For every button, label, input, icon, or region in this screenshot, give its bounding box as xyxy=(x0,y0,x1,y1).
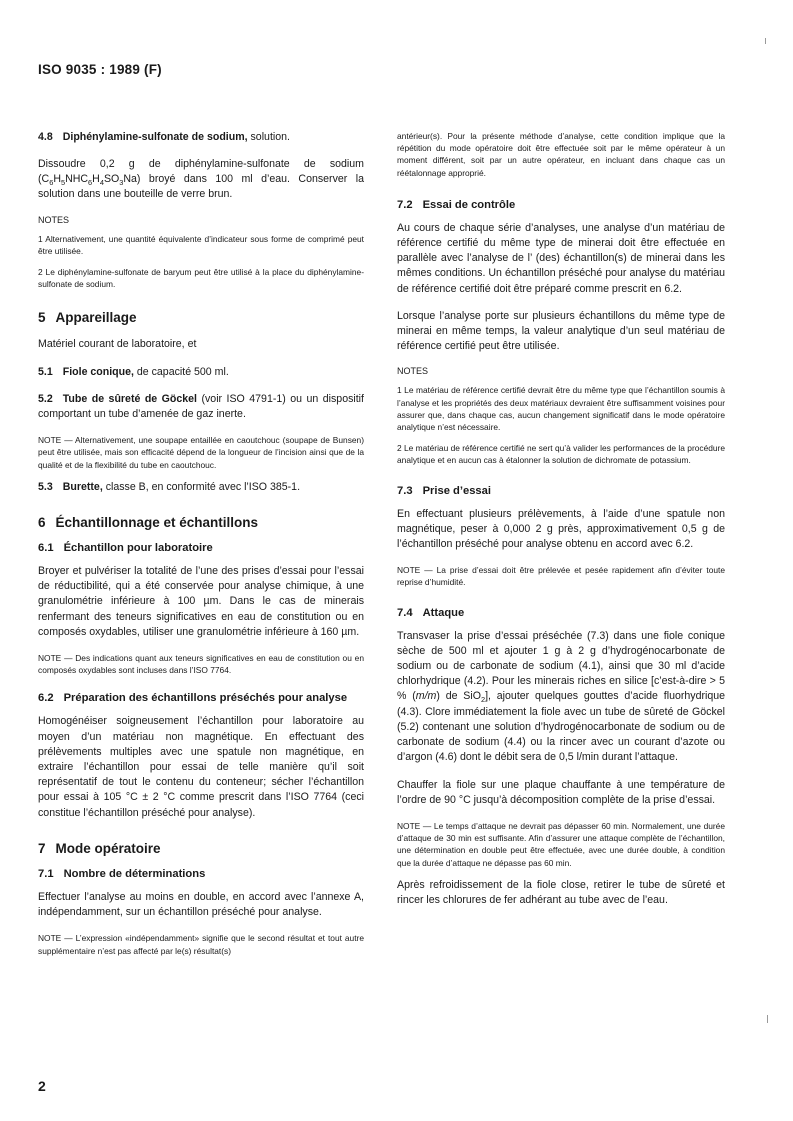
subscript: 4 xyxy=(99,178,104,188)
note-2: 2 Le diphénylamine-sulfonate de baryum peut être utilisé à la place du diphénylamine-sulfonate de sodium. xyxy=(38,267,364,290)
clause-title: Tube de sûreté de Göckel xyxy=(62,392,197,405)
clause-4-8-heading xyxy=(38,130,364,145)
clause-number: 7.3 xyxy=(397,484,413,497)
left-column xyxy=(38,130,364,966)
clause-7-1-note: NOTE — L’expression «indépendamment» signifie que le second résultat et tout autre supplémentaire n’est pas affecté par le(s) résultat(s) xyxy=(38,933,364,956)
clause-title: Diphénylamine-sulfonate de sodium, xyxy=(62,131,248,143)
clause-6-1-heading xyxy=(38,542,364,554)
right-column xyxy=(397,130,725,920)
subscript: 2 xyxy=(480,695,486,705)
clause-title: Échantillon pour laboratoire xyxy=(63,542,213,555)
clause-number: 6.2 xyxy=(38,692,54,705)
body-text: broyé dans 100 ml d’eau. Conserver la solution dans une bouteille de verre brun. xyxy=(38,173,364,201)
section-number: 6 xyxy=(38,515,46,531)
clause-title: Préparation des échantillons préséchés pour analyse xyxy=(63,692,348,705)
section-title: Échantillonnage et échantillons xyxy=(55,515,259,531)
clause-number: 6.1 xyxy=(38,542,54,555)
italic-text: m/m xyxy=(415,690,437,703)
clause-7-4-para-2: Chauffer la fiole sur une plaque chauffante à une température de l’ordre de 90 °C jusqu’à décomposition complète de la prise d’essai. xyxy=(397,778,725,806)
clause-title: Nombre de déterminations xyxy=(63,867,206,880)
body-text: ], ajouter quelques gouttes d’acide fluorhydrique (4.3). Clore immédiatement la fiole avec un tube de sûreté de Göckel (5.2) contenant une solution d’hydrogénocarbonate de sodium ou de carbonate de sodium (4.4) ou la rincer avec un courant d’azote ou d’argon (4.6) dont le débit sera de 0,5 l/min durant l’attaque. xyxy=(397,690,726,764)
document-header: ISO 9035 : 1989 (F) xyxy=(38,62,162,77)
section-number: 5 xyxy=(38,310,46,326)
section-5-heading xyxy=(38,310,364,325)
clause-7-4-para-3: Après refroidissement de la fiole close, retirer le tube de sûreté et rincer les chlorures de fer adhérant au tube avec de l’eau. xyxy=(397,878,725,906)
clause-7-3-note: NOTE — La prise d’essai doit être prélevée et pesée rapidement afin d’éviter toute reprise d’humidité. xyxy=(397,565,725,588)
clause-number: 7.1 xyxy=(38,867,54,880)
clause-title: Attaque xyxy=(422,606,465,619)
clause-5-1 xyxy=(38,365,364,380)
body-text: (voir ISO 4791-1) ou un dispositif comportant un tube d’amenée de gaz inerte. xyxy=(38,392,364,421)
clause-number: 4.8 xyxy=(38,131,53,143)
clause-number: 7.4 xyxy=(397,606,413,619)
section-6-heading xyxy=(38,515,364,530)
body-text: H xyxy=(53,173,61,186)
clause-7-4-heading xyxy=(397,607,725,619)
clause-7-3-heading xyxy=(397,485,725,497)
note-1: 1 Alternativement, une quantité équivalente d’indicateur sous forme de comprimé peut être utilisée. xyxy=(38,233,364,256)
clause-title: Burette, xyxy=(62,480,103,493)
body-text: Na) xyxy=(123,173,141,186)
clause-7-1-heading xyxy=(38,868,364,880)
clause-7-2-para-2: Lorsque l’analyse porte sur plusieurs échantillons du même type de minerai en même temps, la valeur analytique d’un seul matériau de référence certifié peut être utilisée. xyxy=(397,309,725,353)
note-2: 2 Le matériau de référence certifié ne sert qu’à valider les performances de la procédure analytique et en aucun cas à étalonner la solution de dichromate de potassium. xyxy=(397,443,725,466)
clause-title: Fiole conique, xyxy=(62,365,134,378)
section-number: 7 xyxy=(38,840,46,856)
body-text: H xyxy=(92,173,100,186)
clause-title-rest: solution. xyxy=(247,131,290,143)
body-text: ) de SiO xyxy=(436,690,481,703)
body-text: de capacité 500 ml. xyxy=(133,365,229,378)
note-continuation: antérieur(s). Pour la présente méthode d’analyse, cette condition implique que la répétition du mode opératoire doit être effectuée soit par le même opérateur à un moment différent, soit par un autre opérateur, en incluant dans chaque cas un réétalonnage approprié. xyxy=(397,131,725,178)
body-text: Dissoudre 0,2 g de diphénylamine-sulfonate de sodium (C xyxy=(38,158,364,186)
scan-mark xyxy=(767,1015,768,1023)
section-title: Mode opératoire xyxy=(55,840,161,856)
body-text: classe B, en conformité avec l’ISO 385-1. xyxy=(102,480,301,493)
body-text: SO xyxy=(103,173,120,186)
clause-7-2-para-1: Au cours de chaque série d’analyses, une analyse d’un matériau de référence certifié du même type de minerai doit être effectuée en parallèle avec l’analyse de l’ (des) échantillon(s) de minerai dans les mêmes conditions. Un échantillon préséché pour analyse du matériau de référence certifié doit être préparé comme prescrit en 6.2. xyxy=(397,221,725,295)
notes-label: NOTES xyxy=(38,214,70,225)
notes-label: NOTES xyxy=(397,366,429,377)
clause-number: 5.3 xyxy=(38,480,53,493)
section-title: Appareillage xyxy=(55,310,137,326)
clause-5-2-note: NOTE — Alternativement, une soupape entaillée en caoutchouc (soupape de Bunsen) peut être utilisée, mais son efficacité dépend de la longueur de l’incision ainsi que de la qualité et de la flexibilité du tube en caoutchouc. xyxy=(38,435,364,470)
clause-6-2-body: Homogénéiser soigneusement l’échantillon pour laboratoire au moyen d’un matériau non magnétique. En effectuant des prélèvements multiples avec une spatule non magnétique, en extraire l’échantillon pour essai de telle manière qu’il soit représentatif de tout le contenu du conteneur; sécher l’échantillon pour essai à 105 °C ± 2 °C comme prescrit dans l’ISO 7764 (ceci constitue l’échantillon préséché pour analyse). xyxy=(38,715,364,819)
clause-6-2-heading xyxy=(38,692,364,704)
clause-7-1-body: Effectuer l’analyse au moins en double, en accord avec l’annexe A, indépendamment, sur un échantillon préséché pour analyse. xyxy=(38,890,364,919)
clause-7-4-para-1 xyxy=(397,629,725,766)
clause-7-2-heading xyxy=(397,199,725,211)
clause-number: 7.2 xyxy=(397,198,413,211)
section-7-heading xyxy=(38,841,364,856)
subscript: 6 xyxy=(49,178,54,188)
clause-title: Prise d’essai xyxy=(422,484,491,497)
clause-title: Essai de contrôle xyxy=(422,198,516,211)
clause-4-8-body xyxy=(38,157,364,203)
clause-number: 5.1 xyxy=(38,365,53,378)
body-text: Transvaser la prise d’essai préséchée (7.3) dans une fiole conique sèche de 500 ml et ajouter 1 g à 2 g d’hydrogénocarbonate de sodium ou de carbonate de sodium (4.1), ainsi que 30 ml d’acide chlorhydrique (4.2). Pour les minerais riches en silice [c’est-à-dire > 5 % ( xyxy=(397,629,725,703)
clause-5-3 xyxy=(38,480,364,495)
page-number: 2 xyxy=(38,1078,46,1094)
clause-6-1-note: NOTE — Des indications quant aux teneurs significatives en eau de constitution ou en composés oxydables sont incluses dans l’ISO 7764. xyxy=(38,653,364,676)
body-text: NHC xyxy=(65,173,89,186)
clause-7-4-note: NOTE — Le temps d’attaque ne devrait pas dépasser 60 min. Normalement, une durée d’attaque de 30 min est suffisante. Afin d’assurer une attaque complète de l’échantillon, une détermination en double peut être effectuée, avec une durée double, à condition que la durée d’attaque ne dépasse pas 60 min. xyxy=(397,820,725,868)
subscript: 5 xyxy=(60,178,66,188)
subscript: 6 xyxy=(88,178,93,188)
scan-mark xyxy=(765,38,766,44)
clause-7-3-body: En effectuant plusieurs prélèvements, à l’aide d’une spatule non magnétique, peser à 0,000 2 g près, approximativement 0,5 g de l’échantillon préséché pour analyse obtenu en accord avec 6.2. xyxy=(397,507,725,551)
clause-5-2 xyxy=(38,392,364,422)
note-1: 1 Le matériau de référence certifié devrait être du même type que l’échantillon soumis à l’analyse et les propriétés des deux matériaux devraient être suffisamment voisines pour assurer que, dans chaque cas, aucun changement significatif dans le mode opératoire analytique n’est nécessaire. xyxy=(397,385,725,433)
clause-6-1-body: Broyer et pulvériser la totalité de l’une des prises d’essai pour l’essai de réductibilité, qui a été conservée pour analyse chimique, à une granulométrie inférieure à 100 µm. Dans le cas de minerais renfermant des teneurs significatives en eau de constitution ou en composés oxydables, utiliser une granulométrie inférieure à 160 µm. xyxy=(38,565,364,638)
clause-number: 5.2 xyxy=(38,392,53,405)
section-5-intro: Matériel courant de laboratoire, et xyxy=(38,338,197,351)
subscript: 3 xyxy=(119,178,124,188)
